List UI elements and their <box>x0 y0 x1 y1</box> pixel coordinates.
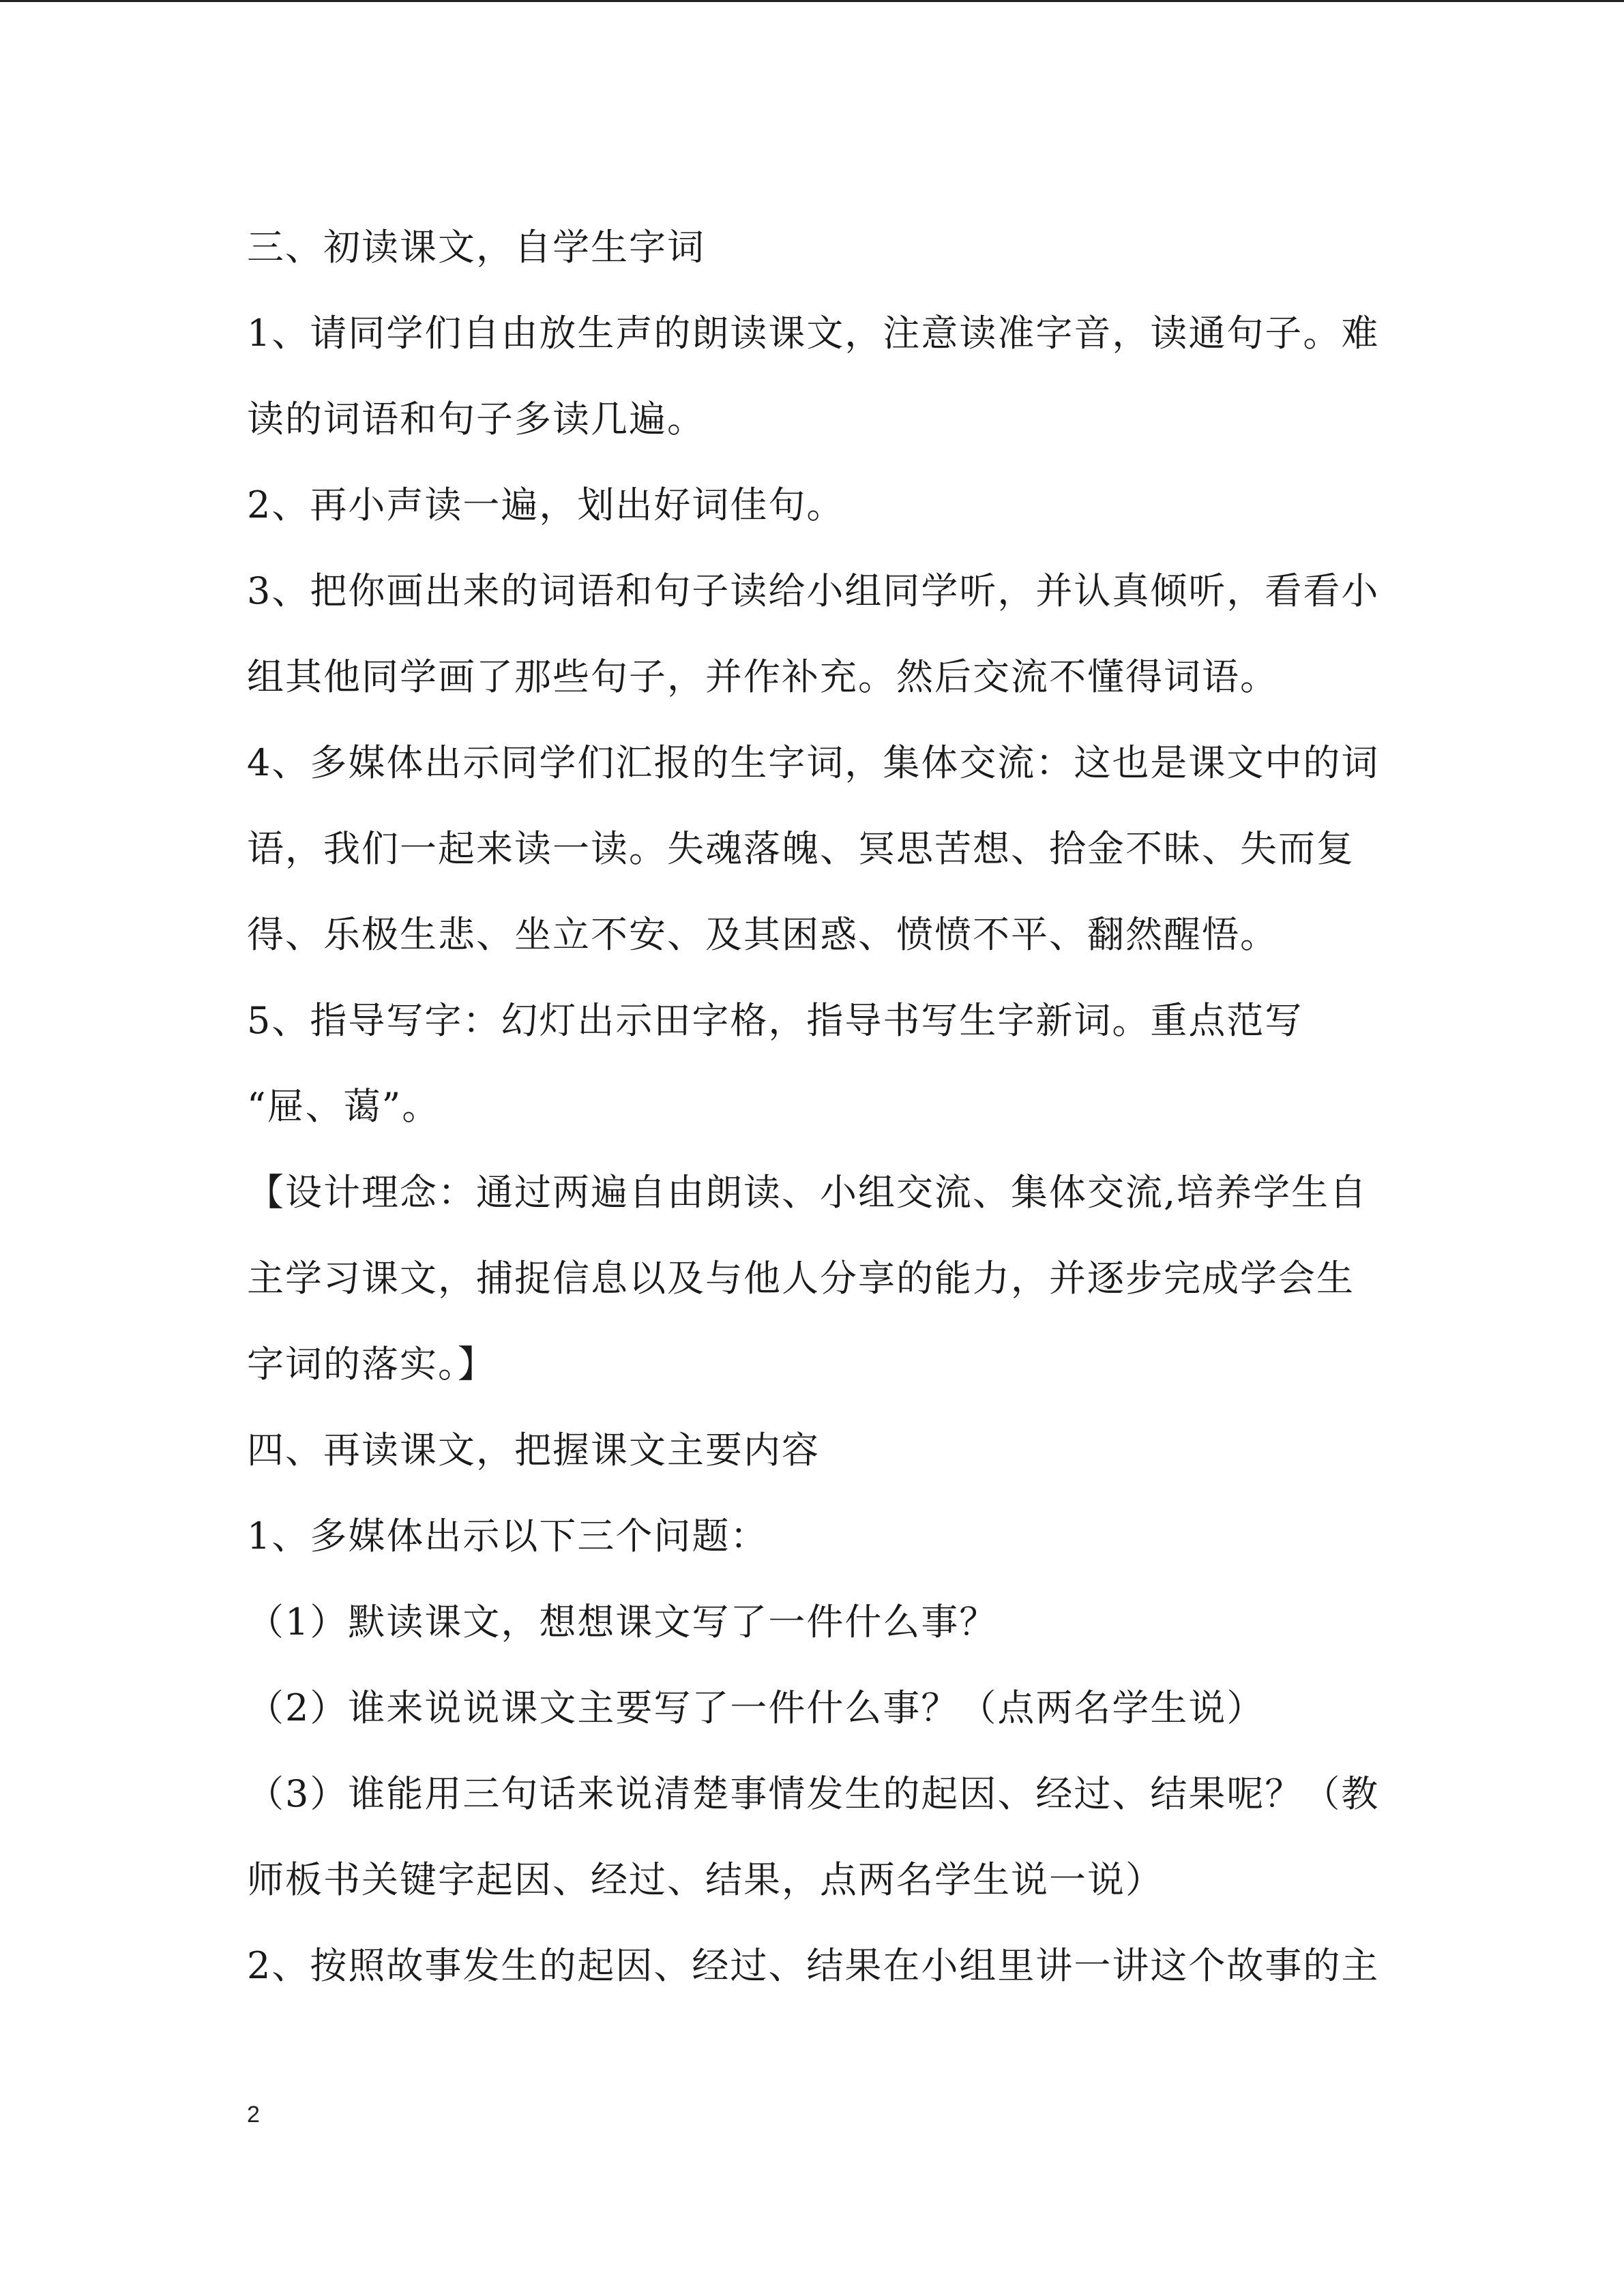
paragraph-line: 组其他同学画了那些句子，并作补充。然后交流不懂得词语。 <box>247 655 1278 698</box>
paragraph-line: 4、多媒体出示同学们汇报的生字词，集体交流：这也是课文中的词 <box>247 741 1380 784</box>
paragraph-line: 1、请同学们自由放生声的朗读课文，注意读准字音，读通句子。难 <box>247 312 1380 355</box>
paragraph-line: 1、多媒体出示以下三个问题： <box>247 1515 769 1557</box>
top-border <box>0 0 1624 2</box>
page-number: 2 <box>247 2102 260 2128</box>
paragraph-line: 语，我们一起来读一读。失魂落魄、冥思苦想、拾金不昧、失而复 <box>247 827 1355 870</box>
paragraph-line: 2、按照故事发生的起因、经过、结果在小组里讲一讲这个故事的主 <box>247 1944 1380 1987</box>
paragraph-line: 2、再小声读一遍，划出好词佳句。 <box>247 483 845 526</box>
question-line: （1）默读课文，想想课文写了一件什么事？ <box>247 1600 998 1643</box>
paragraph-line: 3、把你画出来的词语和句子读给小组同学听，并认真倾听，看看小 <box>247 569 1380 612</box>
design-note-line: 字词的落实。】 <box>247 1343 496 1386</box>
design-note-line: 主学习课文，捕捉信息以及与他人分享的能力，并逐步完成学会生 <box>247 1257 1355 1300</box>
paragraph-line: 得、乐极生悲、坐立不安、及其困惑、愤愤不平、翻然醒悟。 <box>247 913 1278 956</box>
document-body <box>247 205 1379 2009</box>
question-line: （2）谁来说说课文主要写了一件什么事？（点两名学生说） <box>247 1686 1265 1729</box>
section-heading-4: 四、再读课文，把握课文主要内容 <box>247 1429 820 1472</box>
design-note-line: 【设计理念：通过两遍自由朗读、小组交流、集体交流,培养学生自 <box>247 1171 1368 1214</box>
paragraph-line: 读的词语和句子多读几遍。 <box>247 398 705 441</box>
paragraph-line: 师板书关键字起因、经过、结果，点两名学生说一说） <box>247 1858 1164 1901</box>
paragraph-line: “屉、蔼”。 <box>247 1085 441 1128</box>
section-heading-3: 三、初读课文，自学生字词 <box>247 226 705 269</box>
question-line: （3）谁能用三句话来说清楚事情发生的起因、经过、结果呢？（教 <box>247 1772 1380 1815</box>
paragraph-line: 5、指导写字：幻灯出示田字格，指导书写生字新词。重点范写 <box>247 999 1303 1042</box>
